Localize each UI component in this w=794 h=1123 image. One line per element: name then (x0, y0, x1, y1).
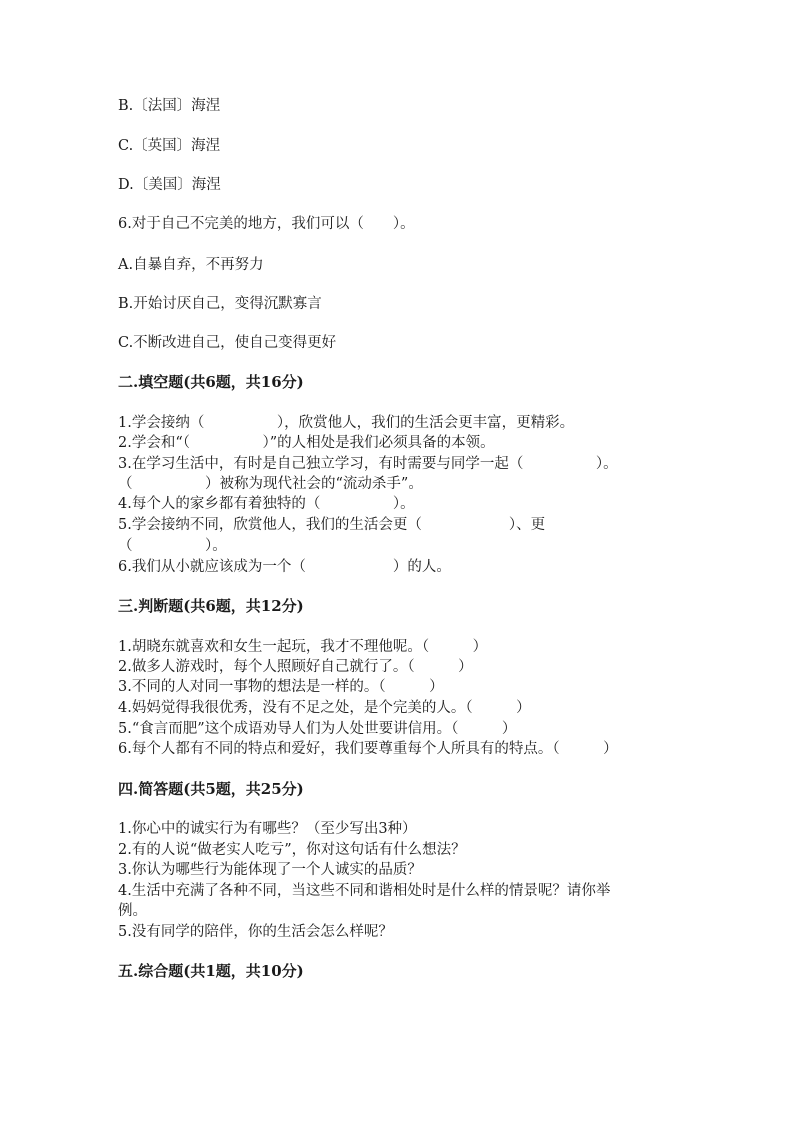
q6-option-b: B.开始讨厌自己，变得沉默寡言 (118, 296, 322, 312)
judge-item-5: 5.“食言而肥”这个成语劝导人们为人处世要讲信用。（ ） (118, 721, 517, 737)
fill-item-2: 2.学会和“（ ）”的人相处是我们必须具备的本领。 (118, 435, 495, 451)
fill-item-5: 5.学会接纳不同，欣赏他人，我们的生活会更（ ）、更 (118, 517, 546, 533)
fill-item-3-cont: （ ）被称为现代社会的“流动杀手”。 (118, 476, 423, 492)
judge-item-4: 4.妈妈觉得我很优秀，没有不足之处，是个完美的人。（ ） (118, 700, 531, 716)
q6-option-c: C.不断改进自己，使自己变得更好 (118, 335, 337, 351)
short-item-4-cont: 例。 (118, 903, 147, 919)
short-item-5: 5.没有同学的陪伴，你的生活会怎么样呢？ (118, 924, 393, 940)
section-title-short-answer: 四.简答题(共5题，共25分) (118, 780, 304, 798)
fill-item-6: 6.我们从小就应该成为一个（ ）的人。 (118, 559, 451, 575)
short-item-2: 2.有的人说“做老实人吃亏”，你对这句话有什么想法？ (118, 842, 466, 858)
question-6: 6.对于自己不完美的地方，我们可以（ ）。 (118, 216, 415, 232)
judge-item-2: 2.做多人游戏时，每个人照顾好自己就行了。（ ） (118, 659, 473, 675)
short-item-1: 1.你心中的诚实行为有哪些？（至少写出3种） (118, 821, 417, 837)
short-item-4: 4.生活中充满了各种不同，当这些不同和谐相处时是什么样的情景呢？请你举 (118, 883, 611, 899)
option-c: C.〔英国〕海涅 (118, 138, 221, 154)
fill-item-3: 3.在学习生活中，有时是自己独立学习，有时需要与同学一起（ ）。 (118, 456, 618, 472)
short-item-3: 3.你认为哪些行为能体现了一个人诚实的品质？ (118, 862, 422, 878)
fill-item-5-cont: （ ）。 (118, 538, 227, 554)
option-b: B.〔法国〕海涅 (118, 98, 221, 114)
judge-item-3: 3.不同的人对同一事物的想法是一样的。（ ） (118, 679, 444, 695)
q6-option-a: A.自暴自弃，不再努力 (118, 257, 264, 273)
judge-item-1: 1.胡晓东就喜欢和女生一起玩，我才不理他呢。（ ） (118, 639, 488, 655)
fill-item-4: 4.每个人的家乡都有着独特的（ ）。 (118, 496, 415, 512)
section-title-judgement: 三.判断题(共6题，共12分) (118, 597, 304, 615)
section-title-comprehensive: 五.综合题(共1题，共10分) (118, 962, 304, 980)
fill-item-1: 1.学会接纳（ ），欣赏他人，我们的生活会更丰富，更精彩。 (118, 415, 575, 431)
section-title-fill-blank: 二.填空题(共6题，共16分) (118, 373, 304, 391)
judge-item-6: 6.每个人都有不同的特点和爱好，我们要尊重每个人所具有的特点。（ ） (118, 741, 618, 757)
option-d: D.〔美国〕海涅 (118, 177, 221, 193)
